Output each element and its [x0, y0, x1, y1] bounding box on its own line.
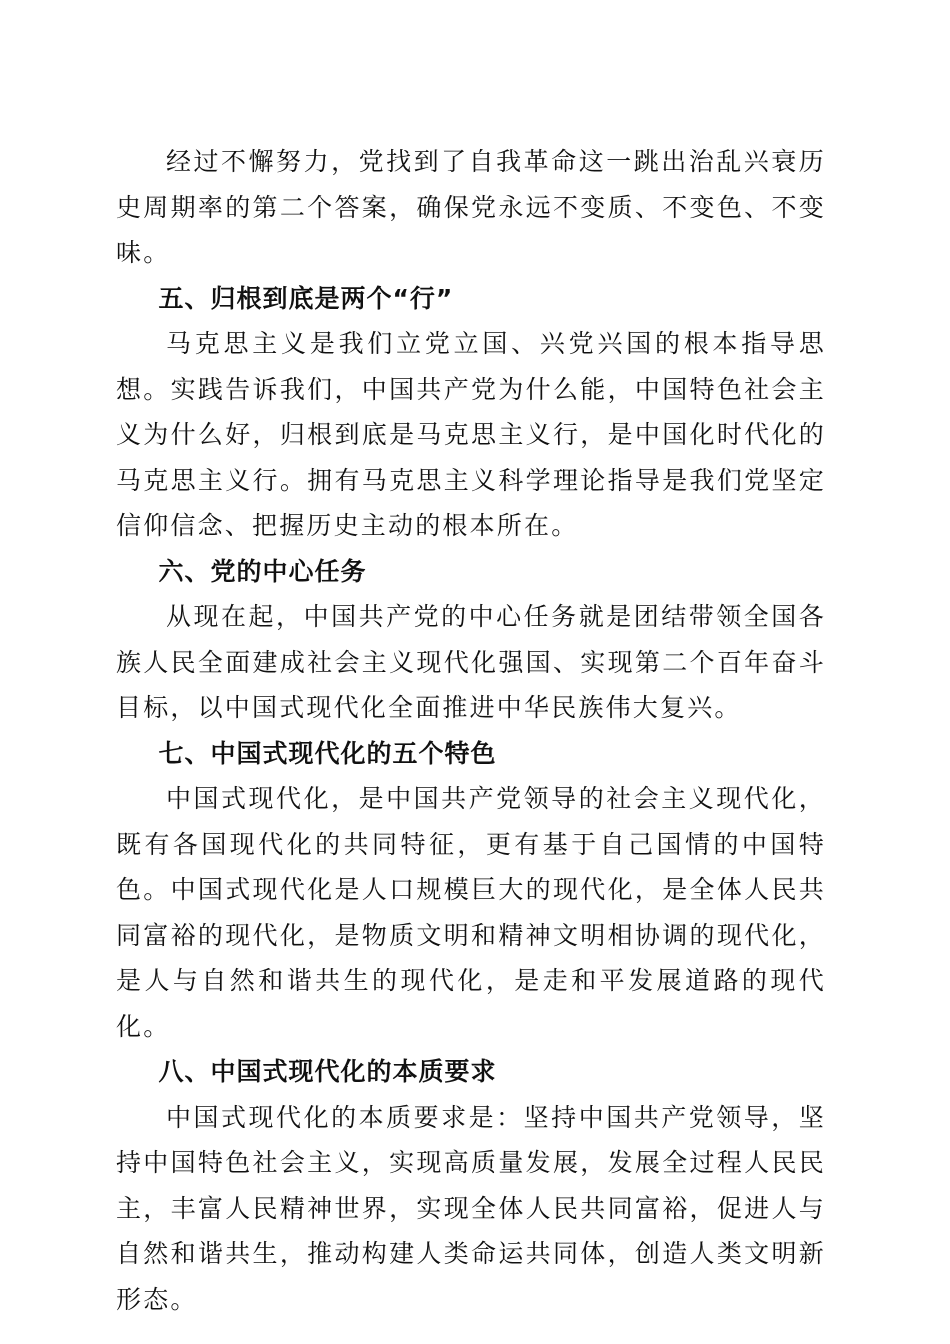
paragraph-section-8: 中国式现代化的本质要求是：坚持中国共产党领导，坚持中国特色社会主义，实现高质量发展，发展全过程人民民主，丰富人民精神世界，实现全体人民共同富裕，促进人与自然和谐共生，推动构建人类命运共同体，创造人类文明新形态。 [116, 1102, 826, 1314]
paragraph-section-5: 马克思主义是我们立党立国、兴党兴国的根本指导思想。实践告诉我们，中国共产党为什么能，中国特色社会主义为什么好，归根到底是马克思主义行，是中国化时代化的马克思主义行。拥有马克思主义科学理论指导是我们党坚定信仰信念、把握历史主动的根本所在。 [116, 329, 826, 540]
paragraph-section-6: 从现在起，中国共产党的中心任务就是团结带领全国各族人民全面建成社会主义现代化强国、实现第二个百年奋斗目标，以中国式现代化全面推进中华民族伟大复兴。 [116, 602, 826, 722]
heading-section-7: 七、中国式现代化的五个特色 [158, 738, 497, 768]
document-page [116, 139, 826, 1322]
heading-section-8: 八、中国式现代化的本质要求 [158, 1057, 497, 1086]
paragraph-section-7: 中国式现代化，是中国共产党领导的社会主义现代化，既有各国现代化的共同特征，更有基于自己国情的中国特色。中国式现代化是人口规模巨大的现代化，是全体人民共同富裕的现代化，是物质文明和精神文明相协调的现代化，是人与自然和谐共生的现代化，是走和平发展道路的现代化。 [116, 784, 826, 1041]
heading-section-6: 六、党的中心任务 [158, 556, 367, 586]
heading-section-5: 五、归根到底是两个“行” [158, 283, 454, 313]
paragraph-self-revolution: 经过不懈努力，党找到了自我革命这一跳出治乱兴衰历史周期率的第二个答案，确保党永远不变质、不变色、不变味。 [116, 147, 826, 267]
